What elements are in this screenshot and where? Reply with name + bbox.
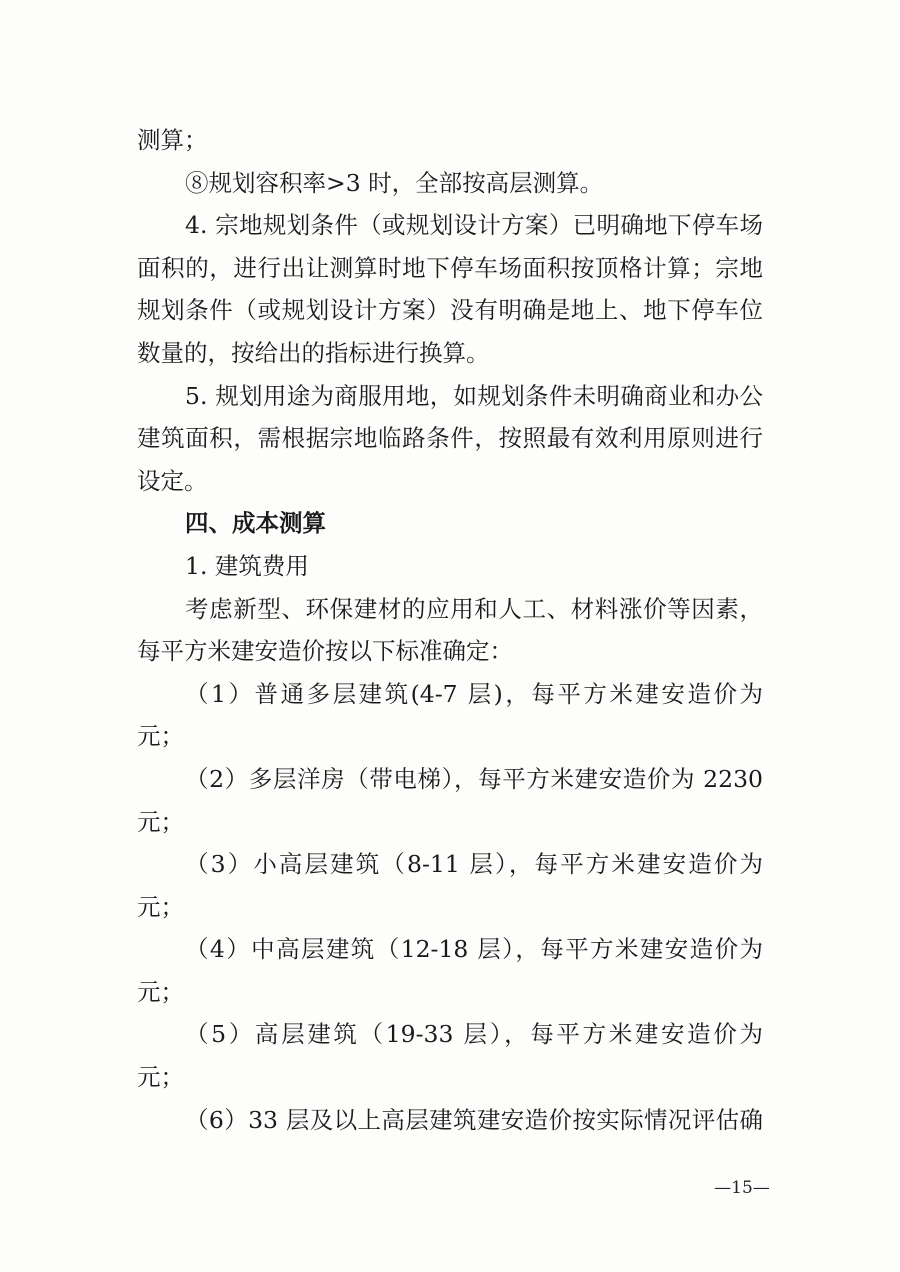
text-line: 4. 宗地规划条件（或规划设计方案）已明确地下停车场 (185, 211, 763, 240)
text-line: 考虑新型、环保建材的应用和人工、材料涨价等因素， (185, 594, 763, 623)
text-line: 测算； (137, 126, 208, 154)
body-text (137, 119, 763, 1141)
text-line: ⑧规划容积率>3 时，全部按高层测算。 (185, 168, 604, 197)
section-heading: 四、成本测算 (185, 509, 326, 538)
text-line: 元； (137, 722, 184, 751)
text-line: 元； (137, 807, 184, 836)
list-item-line: （2）多层洋房（带电梯），每平方米建安造价为 2230 (185, 764, 763, 793)
list-item-line: （4）中高层建筑（12-18 层），每平方米建安造价为 (185, 935, 763, 964)
subsection-heading: 1. 建筑费用 (185, 551, 309, 580)
text-line: 面积的，进行出让测算时地下停车场面积按顶格计算；宗地 (137, 253, 763, 282)
text-line: 数量的，按给出的指标进行换算。 (137, 338, 490, 367)
text-line: 元； (137, 977, 184, 1006)
page-number: —15— (714, 1178, 770, 1198)
list-item-line: （1）普通多层建筑(4-7 层)，每平方米建安造价为 (185, 679, 763, 708)
text-line: 设定。 (137, 466, 208, 495)
text-line: 建筑面积，需根据宗地临路条件，按照最有效利用原则进行 (137, 424, 763, 453)
list-item-line: （6）33 层及以上高层建筑建安造价按实际情况评估确 (185, 1105, 763, 1134)
text-line: 5. 规划用途为商服用地，如规划条件未明确商业和办公 (185, 381, 763, 410)
text-line: 规划条件（或规划设计方案）没有明确是地上、地下停车位 (137, 296, 763, 325)
text-line: 元； (137, 1063, 184, 1092)
list-item-line: （5）高层建筑（19-33 层），每平方米建安造价为 (185, 1020, 763, 1049)
text-line: 每平方米建安造价按以下标准确定： (137, 637, 513, 666)
list-item-line: （3）小高层建筑（8-11 层），每平方米建安造价为 (185, 850, 763, 879)
text-line: 元； (137, 892, 184, 921)
